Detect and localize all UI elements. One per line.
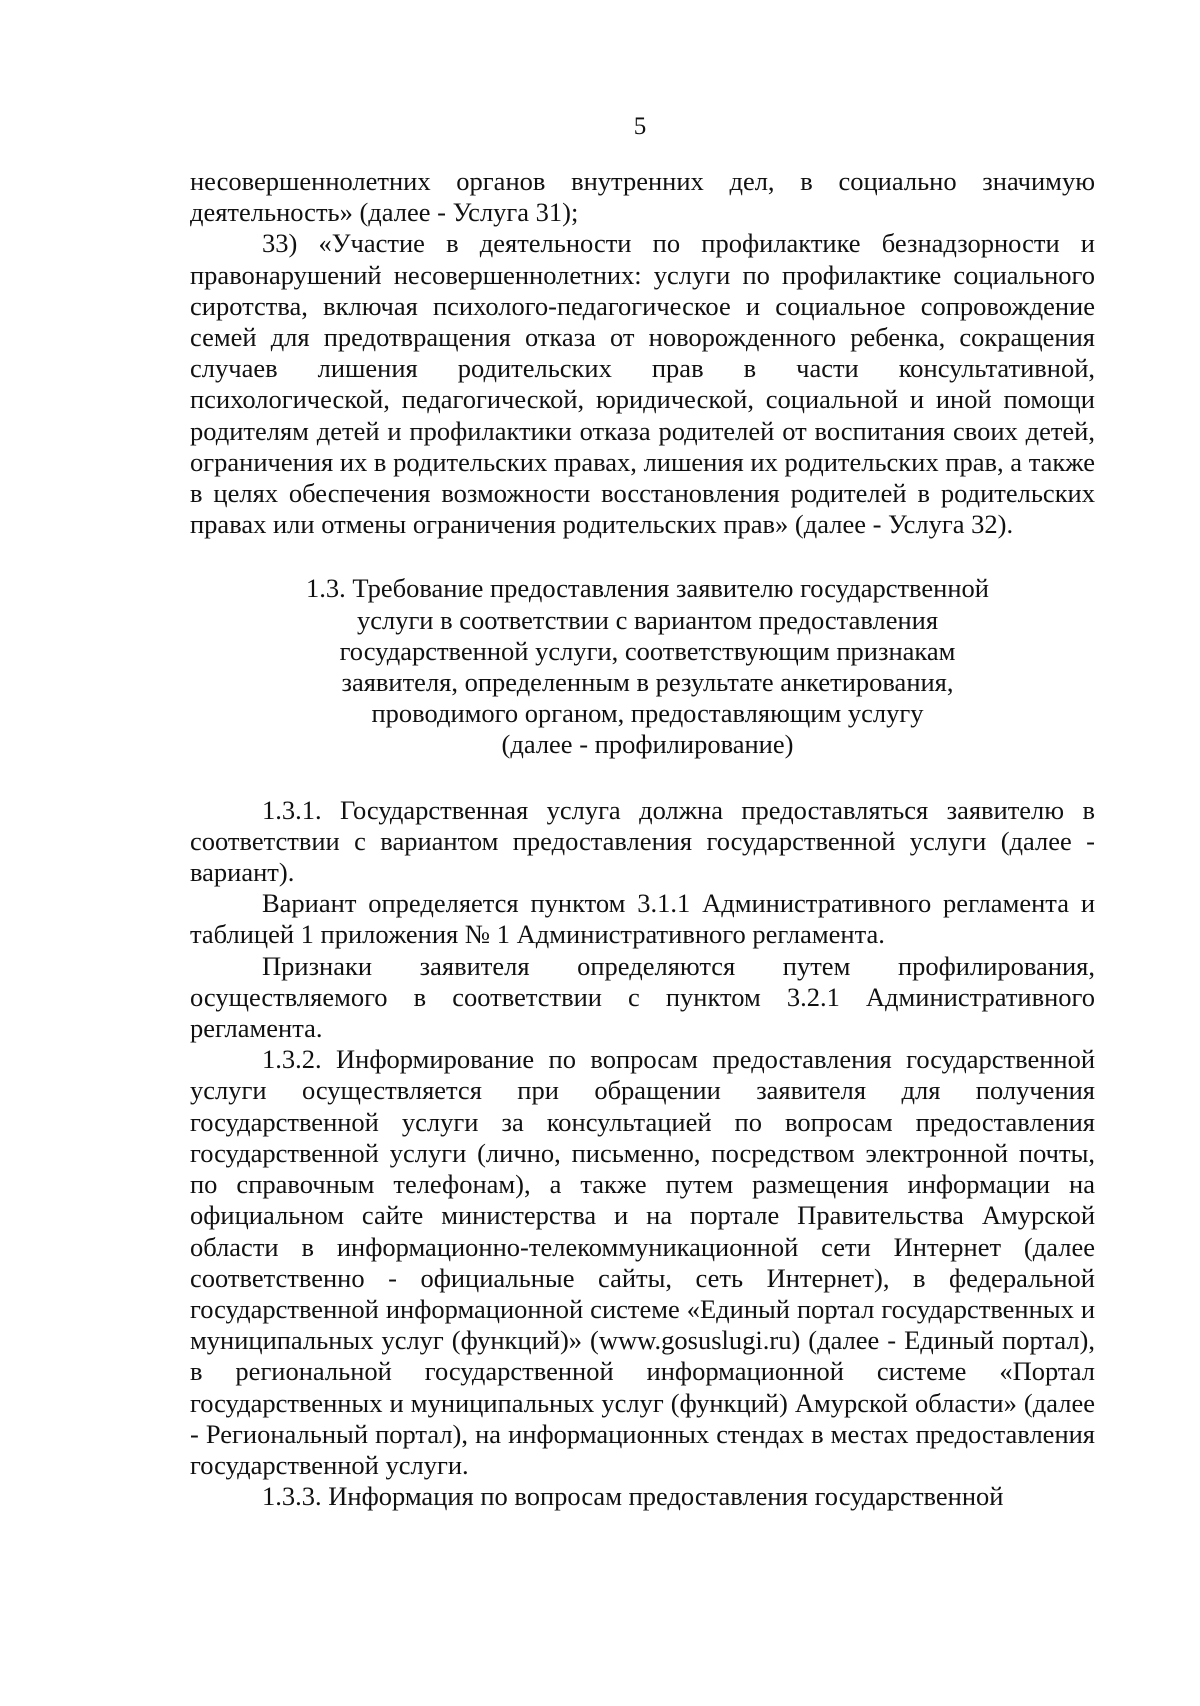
section-heading-line: государственной услуги, соответствующим признакам bbox=[339, 635, 956, 666]
paragraph-signs: Признаки заявителя определяются путем профилирования, осуществляемого в соответствии с пунктом 3.2.1 Административного регламента. bbox=[190, 950, 1095, 1044]
section-heading-line: заявителя, определенным в результате анкетирования, bbox=[341, 667, 954, 698]
section-heading-line: услуги в соответствии с вариантом предоставления bbox=[356, 604, 939, 635]
paragraph-1-3-1: 1.3.1. Государственная услуга должна предоставляться заявителю в соответствии с вариантом предоставления государственной услуги (далее - вариант). bbox=[190, 794, 1095, 888]
page-number: 5 bbox=[633, 113, 647, 140]
paragraph-1-3-3: 1.3.3. Информация по вопросам предоставления государственной bbox=[262, 1481, 1004, 1512]
document-body bbox=[190, 166, 1095, 1512]
section-heading-line: (далее - профилирование) bbox=[501, 729, 794, 760]
section-heading-line: 1.3. Требование предоставления заявителю государственной bbox=[306, 573, 989, 604]
section-heading-1-3 bbox=[190, 573, 1095, 760]
paragraph-1-3-2: 1.3.2. Информирование по вопросам предоставления государственной услуги осуществляется при обращении заявителя для получения государственной услуги за консультацией по вопросам предоставления государственной услуги (лично, письменно, посредством электронной почты, по справочным телефонам), а также путем размещения информации на официальном сайте министерства и на портале Правительства Амурской области в информационно-телекоммуникационной сети Интернет (далее соответственно - официальные сайты, сеть Интернет), в федеральной государственной информационной системе «Единый портал государственных и муниципальных услуг (функций)» (www.gosuslugi.ru) (далее - Единый портал), в региональной государственной информационной системе «Портал государственных и муниципальных услуг (функций) Амурской области» (далее - Региональный портал), на информационных стендах в местах предоставления государственной услуги. bbox=[190, 1044, 1095, 1480]
paragraph-item-33: 33) «Участие в деятельности по профилактике безнадзорности и правонарушений несовершеннолетних: услуги по профилактике социального сиротства, включая психолого-педагогическое и социальное сопровождение семей для предотвращения отказа от новорожденного ребенка, сокращения случаев лишения родительских прав в части консультативной, психологической, педагогической, юридической, социальной и иной помощи родителям детей и профилактики отказа родителей от воспитания своих детей, ограничения их в родительских правах, лишения их родительских прав, а также в целях обеспечения возможности восстановления родителей в родительских правах или отмены ограничения родительских прав» (далее - Услуга 32). bbox=[190, 228, 1095, 540]
paragraph-variant: Вариант определяется пунктом 3.1.1 Административного регламента и таблицей 1 приложения № 1 Административного регламента. bbox=[190, 888, 1095, 950]
section-heading-line: проводимого органом, предоставляющим услугу bbox=[371, 698, 924, 729]
paragraph-continuation: несовершеннолетних органов внутренних дел, в социально значимую деятельность» (далее - Услуга 31); bbox=[190, 166, 1095, 228]
